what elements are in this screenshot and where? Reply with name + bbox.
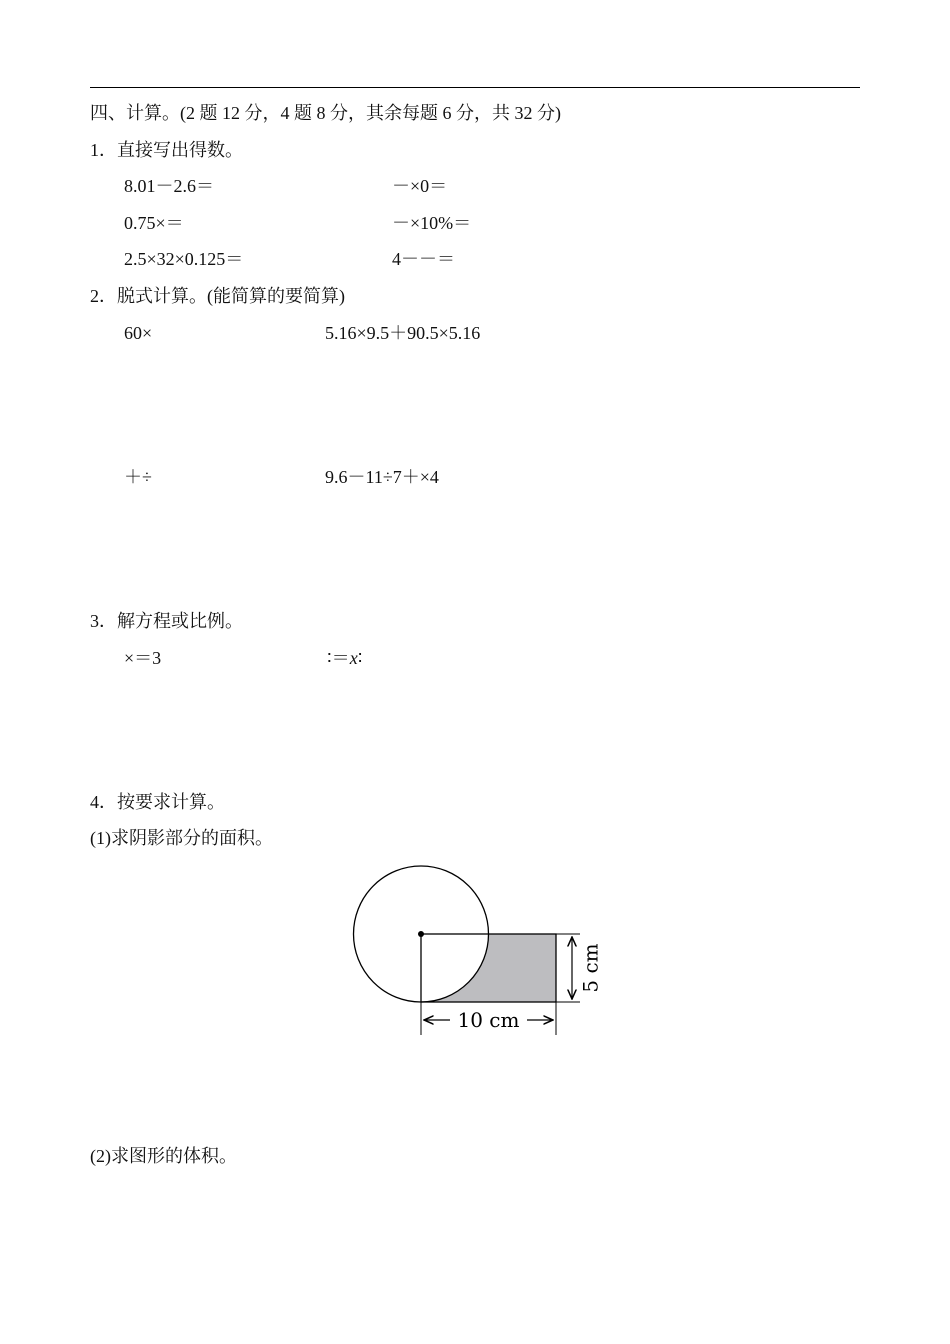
q1-item: 0.75×＝ <box>124 213 184 233</box>
q1-item: 8.01－2.6＝ <box>124 176 214 196</box>
top-rule <box>90 87 860 88</box>
variable-x: x <box>349 648 358 668</box>
q1-item: －×0＝ <box>392 176 448 196</box>
ratio-operator: ∶＝ <box>327 648 350 668</box>
q1-item: －×10%＝ <box>392 213 472 233</box>
question-3-title: 3．解方程或比例。 <box>90 611 243 631</box>
geometry-diagram <box>340 855 620 1040</box>
q3-item: ×＝3 <box>124 648 162 668</box>
shaded-area-figure <box>340 855 620 1040</box>
ratio-colon: ∶ <box>357 648 363 668</box>
question-4-part-2: (2)求图形的体积。 <box>90 1146 237 1166</box>
center-point <box>418 931 424 937</box>
q2-item: 9.6－11÷7＋×4 <box>325 467 439 487</box>
section-header: 四、计算。(2 题 12 分，4 题 8 分，其余每题 6 分，共 32 分) <box>90 103 561 123</box>
q2-item: ＋÷ <box>124 467 152 487</box>
q1-item: 4－－＝ <box>392 249 455 269</box>
question-4-title: 4．按要求计算。 <box>90 792 225 812</box>
width-label: 10 cm <box>457 1008 520 1032</box>
height-label: 5 cm <box>578 943 603 993</box>
q2-item: 60× <box>124 323 153 343</box>
question-1-title: 1．直接写出得数。 <box>90 140 243 160</box>
q3-item <box>327 647 362 669</box>
question-4-part-1: (1)求阴影部分的面积。 <box>90 828 273 848</box>
q1-item: 2.5×32×0.125＝ <box>124 249 244 269</box>
shaded-region <box>421 934 556 1002</box>
question-2-title: 2．脱式计算。(能简算的要简算) <box>90 286 345 306</box>
q2-item: 5.16×9.5＋90.5×5.16 <box>325 323 481 343</box>
